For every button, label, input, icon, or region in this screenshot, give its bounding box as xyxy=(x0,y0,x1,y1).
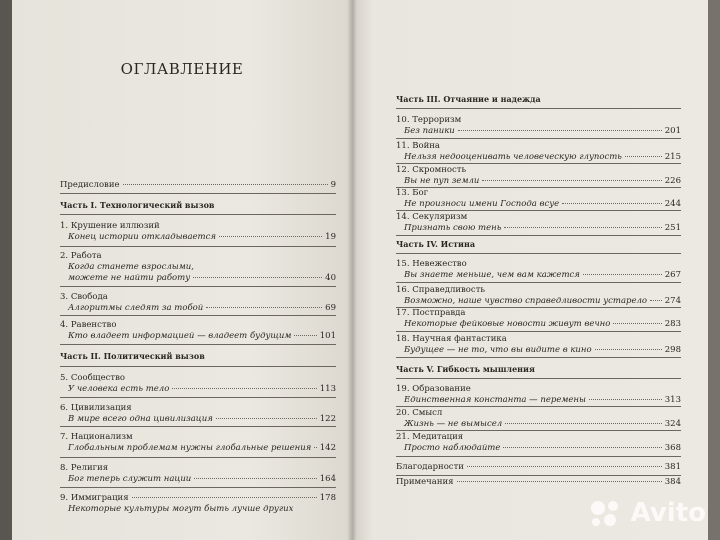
part-heading: Часть II. Политический вызов xyxy=(60,351,205,361)
toc-chapter-16: 16. Справедливость Возможно, наше чувство справедливости устарело 274 xyxy=(396,285,681,306)
chapter-page: 298 xyxy=(664,345,681,355)
chapter-title: Сообщество xyxy=(70,373,125,383)
toc-chapter-8: 8. Религия Бог теперь служит нации 164 xyxy=(60,463,336,484)
preface-label: Предисловие xyxy=(60,180,120,190)
chapter-subtitle: Вы знаете меньше, чем вам кажется xyxy=(404,270,580,280)
chapter-page: 142 xyxy=(319,443,336,453)
divider xyxy=(60,246,336,247)
chapter-page: 215 xyxy=(664,152,681,162)
divider xyxy=(396,253,681,254)
chapter-title: Иммиграция xyxy=(70,493,129,503)
chapter-title: Медитация xyxy=(412,432,464,442)
chapter-title: Образование xyxy=(412,384,471,394)
divider xyxy=(60,366,336,367)
chapter-title: Невежество xyxy=(412,259,467,269)
chapter-title: Постправда xyxy=(412,308,466,318)
toc-notes: Примечания 384 xyxy=(396,477,681,487)
chapter-subtitle: Нельзя недооценивать человеческую глупость xyxy=(404,152,622,162)
toc-acknowledgements: Благодарности 381 xyxy=(396,462,681,472)
divider xyxy=(396,235,681,236)
divider xyxy=(396,210,681,211)
chapter-page: 274 xyxy=(664,296,681,306)
chapter-title: Национализм xyxy=(70,432,133,442)
chapter-subtitle: Некоторые культуры могут быть лучше других xyxy=(68,504,294,514)
divider xyxy=(60,286,336,287)
chapter-subtitle: Без паники xyxy=(404,126,455,136)
part-heading: Часть V. Гибкость мышления xyxy=(396,364,535,374)
divider xyxy=(396,406,681,407)
chapter-subtitle: Бог теперь служит нации xyxy=(68,474,192,484)
chapter-title: Смысл xyxy=(412,408,443,418)
divider xyxy=(396,331,681,332)
toc-chapter-1: 1. Крушение иллюзий Конец истории откладывается 19 xyxy=(60,221,336,242)
chapter-title: Война xyxy=(412,141,440,151)
toc-title: ОГЛАВЛЕНИЕ xyxy=(120,60,244,78)
chapter-subtitle: В мире всего одна цивилизация xyxy=(68,414,213,424)
divider xyxy=(396,108,681,109)
divider xyxy=(396,475,681,476)
divider xyxy=(60,193,336,194)
chapter-title: Крушение иллюзий xyxy=(70,221,160,231)
chapter-page: 313 xyxy=(664,395,681,405)
chapter-subtitle: Признать свою тень xyxy=(404,223,502,233)
preface-page: 9 xyxy=(330,180,336,190)
divider xyxy=(60,315,336,316)
chapter-title: Справедливость xyxy=(412,285,486,295)
divider xyxy=(396,282,681,283)
chapter-subtitle: Некоторые фейковые новости живут вечно xyxy=(404,319,611,329)
chapter-title: Цивилизация xyxy=(70,403,132,413)
chapter-subtitle: Когда станете взрослыми, xyxy=(68,262,194,272)
toc-chapter-10: 10. Терроризм Без паники 201 xyxy=(396,115,681,136)
chapter-page: 201 xyxy=(664,126,681,136)
toc-chapter-4: 4. Равенство Кто владеет информацией — владеет будущим 101 xyxy=(60,320,336,341)
chapter-title: Терроризм xyxy=(412,115,462,125)
chapter-page: 267 xyxy=(664,270,681,280)
chapter-title: Бог xyxy=(412,188,429,198)
chapter-title: Секуляризм xyxy=(412,212,468,222)
chapter-page: 69 xyxy=(325,303,336,313)
toc-chapter-15: 15. Невежество Вы знаете меньше, чем вам кажется 267 xyxy=(396,259,681,280)
part-heading: Часть III. Отчаяние и надежда xyxy=(396,94,541,104)
toc-chapter-6: 6. Цивилизация В мире всего одна цивилизация 122 xyxy=(60,403,336,424)
chapter-page: 122 xyxy=(319,414,336,424)
chapter-subtitle: Будущее — не то, что вы видите в кино xyxy=(404,345,592,355)
chapter-page: 113 xyxy=(319,384,336,394)
watermark-text: Avito xyxy=(630,498,706,528)
right-page xyxy=(352,0,708,540)
divider xyxy=(396,430,681,431)
chapter-page: 19 xyxy=(325,232,336,242)
chapter-subtitle: Не произноси имени Господа всуе xyxy=(404,199,560,209)
book-gutter xyxy=(347,0,357,540)
chapter-subtitle: Единственная константа — перемены xyxy=(404,395,586,405)
toc-chapter-20: 20. Смысл Жизнь — не вымысел 324 xyxy=(396,408,681,429)
chapter-title: Свобода xyxy=(70,292,108,302)
chapter-page: 164 xyxy=(319,474,336,484)
divider xyxy=(396,456,681,457)
left-page xyxy=(12,0,352,540)
toc-chapter-19: 19. Образование Единственная константа — перемены 313 xyxy=(396,384,681,405)
divider xyxy=(60,426,336,427)
part-heading: Часть I. Технологический вызов xyxy=(60,200,215,210)
chapter-page: 244 xyxy=(664,199,681,209)
chapter-subtitle: Кто владеет информацией — владеет будущим xyxy=(68,331,292,341)
toc-chapter-9: 9. Иммиграция 178 Некоторые культуры могут быть лучше других xyxy=(60,493,336,514)
part-heading: Часть IV. Истина xyxy=(396,239,476,249)
avito-watermark xyxy=(589,498,706,528)
divider xyxy=(396,138,681,139)
divider xyxy=(60,397,336,398)
toc-chapter-17: 17. Постправда Некоторые фейковые новости живут вечно 283 xyxy=(396,308,681,329)
chapter-title: Религия xyxy=(70,463,109,473)
divider xyxy=(60,487,336,488)
toc-chapter-12: 12. Скромность Вы не пуп земли 226 xyxy=(396,165,681,186)
toc-preface xyxy=(60,180,336,191)
divider xyxy=(396,163,681,164)
avito-logo-icon xyxy=(589,498,625,528)
chapter-title: Скромность xyxy=(412,165,467,175)
chapter-page: 40 xyxy=(325,273,336,283)
divider xyxy=(60,214,336,215)
divider xyxy=(396,378,681,379)
chapter-page: 368 xyxy=(664,443,681,453)
chapter-page: 324 xyxy=(664,419,681,429)
toc-chapter-11: 11. Война Нельзя недооценивать человеческую глупость 215 xyxy=(396,141,681,162)
chapter-subtitle: У человека есть тело xyxy=(68,384,170,394)
chapter-subtitle: Конец истории откладывается xyxy=(68,232,216,242)
chapter-subtitle: Возможно, наше чувство справедливости устарело xyxy=(404,296,648,306)
toc-chapter-14: 14. Секуляризм Признать свою тень 251 xyxy=(396,212,681,233)
chapter-subtitle: Жизнь — не вымысел xyxy=(404,419,503,429)
chapter-subtitle: Вы не пуп земли xyxy=(404,176,480,186)
toc-chapter-2: 2. Работа Когда станете взрослыми, можете не найти работу 40 xyxy=(60,251,336,283)
chapter-subtitle: можете не найти работу xyxy=(68,273,191,283)
toc-chapter-7: 7. Национализм Глобальным проблемам нужны глобальные решения 142 xyxy=(60,432,336,453)
toc-chapter-13: 13. Бог Не произноси имени Господа всуе 244 xyxy=(396,188,681,209)
chapter-subtitle: Глобальным проблемам нужны глобальные решения xyxy=(68,443,312,453)
divider xyxy=(60,457,336,458)
chapter-subtitle: Просто наблюдайте xyxy=(404,443,501,453)
divider xyxy=(60,344,336,345)
chapter-title: Работа xyxy=(70,251,102,261)
toc-chapter-3: 3. Свобода Алгоритмы следят за тобой 69 xyxy=(60,292,336,313)
chapter-page: 251 xyxy=(664,223,681,233)
chapter-page: 226 xyxy=(664,176,681,186)
chapter-page: 283 xyxy=(664,319,681,329)
chapter-title: Равенство xyxy=(70,320,117,330)
toc-chapter-18: 18. Научная фантастика Будущее — не то, что вы видите в кино 298 xyxy=(396,334,681,355)
divider xyxy=(396,357,681,358)
chapter-title: Научная фантастика xyxy=(412,334,507,344)
chapter-subtitle: Алгоритмы следят за тобой xyxy=(68,303,204,313)
toc-chapter-21: 21. Медитация Просто наблюдайте 368 xyxy=(396,432,681,453)
chapter-page: 178 xyxy=(319,493,336,503)
toc-chapter-5: 5. Сообщество У человека есть тело 113 xyxy=(60,373,336,394)
chapter-page: 101 xyxy=(319,331,336,341)
